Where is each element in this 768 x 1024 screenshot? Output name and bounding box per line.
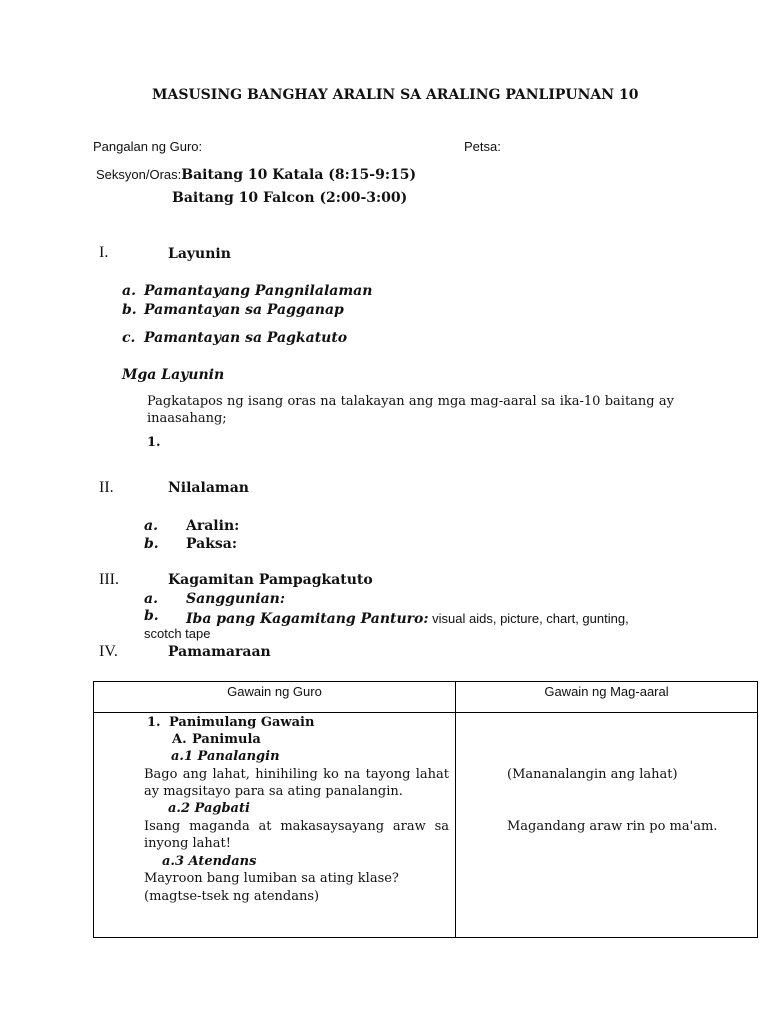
date-label: Petsa: bbox=[464, 139, 501, 154]
section-iv-numeral: IV. bbox=[99, 643, 118, 660]
section-ii-numeral: II. bbox=[99, 479, 114, 496]
section-iii-numeral: III. bbox=[99, 571, 119, 588]
section-time bbox=[96, 164, 416, 183]
iba-pang-kagamitan-label: Iba pang Kagamitang Panturo: bbox=[186, 611, 429, 627]
section-i-heading: Layunin bbox=[168, 246, 231, 262]
pagbati-text: Isang maganda at makasaysayang araw sa inyong lahat! bbox=[144, 819, 449, 851]
objective-a-text: Pamantayang Pangnilalaman bbox=[144, 283, 373, 299]
page-title: MASUSING BANGHAY ARALIN SA ARALING PANLIPUNAN 10 bbox=[152, 87, 639, 103]
section-label: Seksyon/Oras: bbox=[96, 167, 182, 182]
student-activity-cell bbox=[456, 713, 758, 938]
paksa-label: Paksa: bbox=[186, 536, 238, 552]
materials-list: visual aids, picture, chart, gunting, bbox=[428, 611, 629, 626]
objective-a-marker: a. bbox=[122, 283, 136, 299]
content-a-marker: a. bbox=[144, 518, 158, 534]
objective-number-1: 1. bbox=[147, 435, 161, 450]
section-ii-heading: Nilalaman bbox=[168, 480, 249, 496]
teacher-name-label: Pangalan ng Guro: bbox=[93, 139, 203, 154]
panimulang-gawain: Panimulang Gawain bbox=[169, 715, 315, 730]
panimula: Panimula bbox=[192, 732, 261, 747]
objective-b-marker: b. bbox=[122, 302, 137, 318]
atendans-question: Mayroon bang lumiban sa ating klase? bbox=[144, 871, 399, 886]
atendans-note: (magtse-tsek ng atendans) bbox=[144, 889, 320, 904]
atendans-heading: a.3 Atendans bbox=[162, 854, 257, 869]
objective-c-text: Pamantayan sa Pagkatuto bbox=[144, 330, 348, 346]
procedure-table bbox=[93, 681, 758, 938]
pagbati-heading: a.2 Pagbati bbox=[168, 801, 250, 816]
section-i-numeral: I. bbox=[99, 244, 109, 261]
step-marker: 1. bbox=[147, 715, 161, 730]
objective-b-text: Pamantayan sa Pagganap bbox=[144, 302, 344, 318]
materials-line bbox=[186, 608, 629, 627]
panalangin-text: Bago ang lahat, hinihiling ko na tayong lahat ay magsitayo para sa ating panalangin. bbox=[144, 767, 449, 799]
student-response-prayer: (Mananalangin ang lahat) bbox=[507, 767, 678, 782]
teacher-activity-cell bbox=[94, 713, 456, 938]
section-2: Baitang 10 Falcon (2:00-3:00) bbox=[172, 190, 408, 206]
materials-b-marker: b. bbox=[144, 608, 159, 624]
mga-layunin-heading: Mga Layunin bbox=[122, 367, 225, 383]
content-b-marker: b. bbox=[144, 536, 159, 552]
student-response-greeting: Magandang araw rin po ma'am. bbox=[507, 819, 718, 834]
materials-a-marker: a. bbox=[144, 591, 158, 607]
section-iv-heading: Pamamaraan bbox=[168, 644, 271, 660]
sub-marker: A. bbox=[172, 732, 187, 747]
objective-c-marker: c. bbox=[122, 330, 136, 346]
col-header-teacher: Gawain ng Guro bbox=[94, 682, 456, 713]
table-row bbox=[94, 713, 758, 938]
col-header-student: Gawain ng Mag-aaral bbox=[456, 682, 758, 713]
objectives-paragraph: Pagkatapos ng isang oras na talakayan ang mga mag-aaral sa ika-10 baitang ay inaasahang; bbox=[147, 394, 674, 426]
table-header-row bbox=[94, 682, 758, 713]
aralin-label: Aralin: bbox=[186, 518, 240, 534]
materials-list-cont: scotch tape bbox=[144, 626, 211, 641]
sanggunian-label: Sanggunian: bbox=[186, 591, 286, 607]
section-1: Baitang 10 Katala (8:15-9:15) bbox=[181, 167, 417, 183]
section-iii-heading: Kagamitan Pampagkatuto bbox=[168, 572, 373, 588]
panalangin-heading: a.1 Panalangin bbox=[171, 749, 280, 764]
